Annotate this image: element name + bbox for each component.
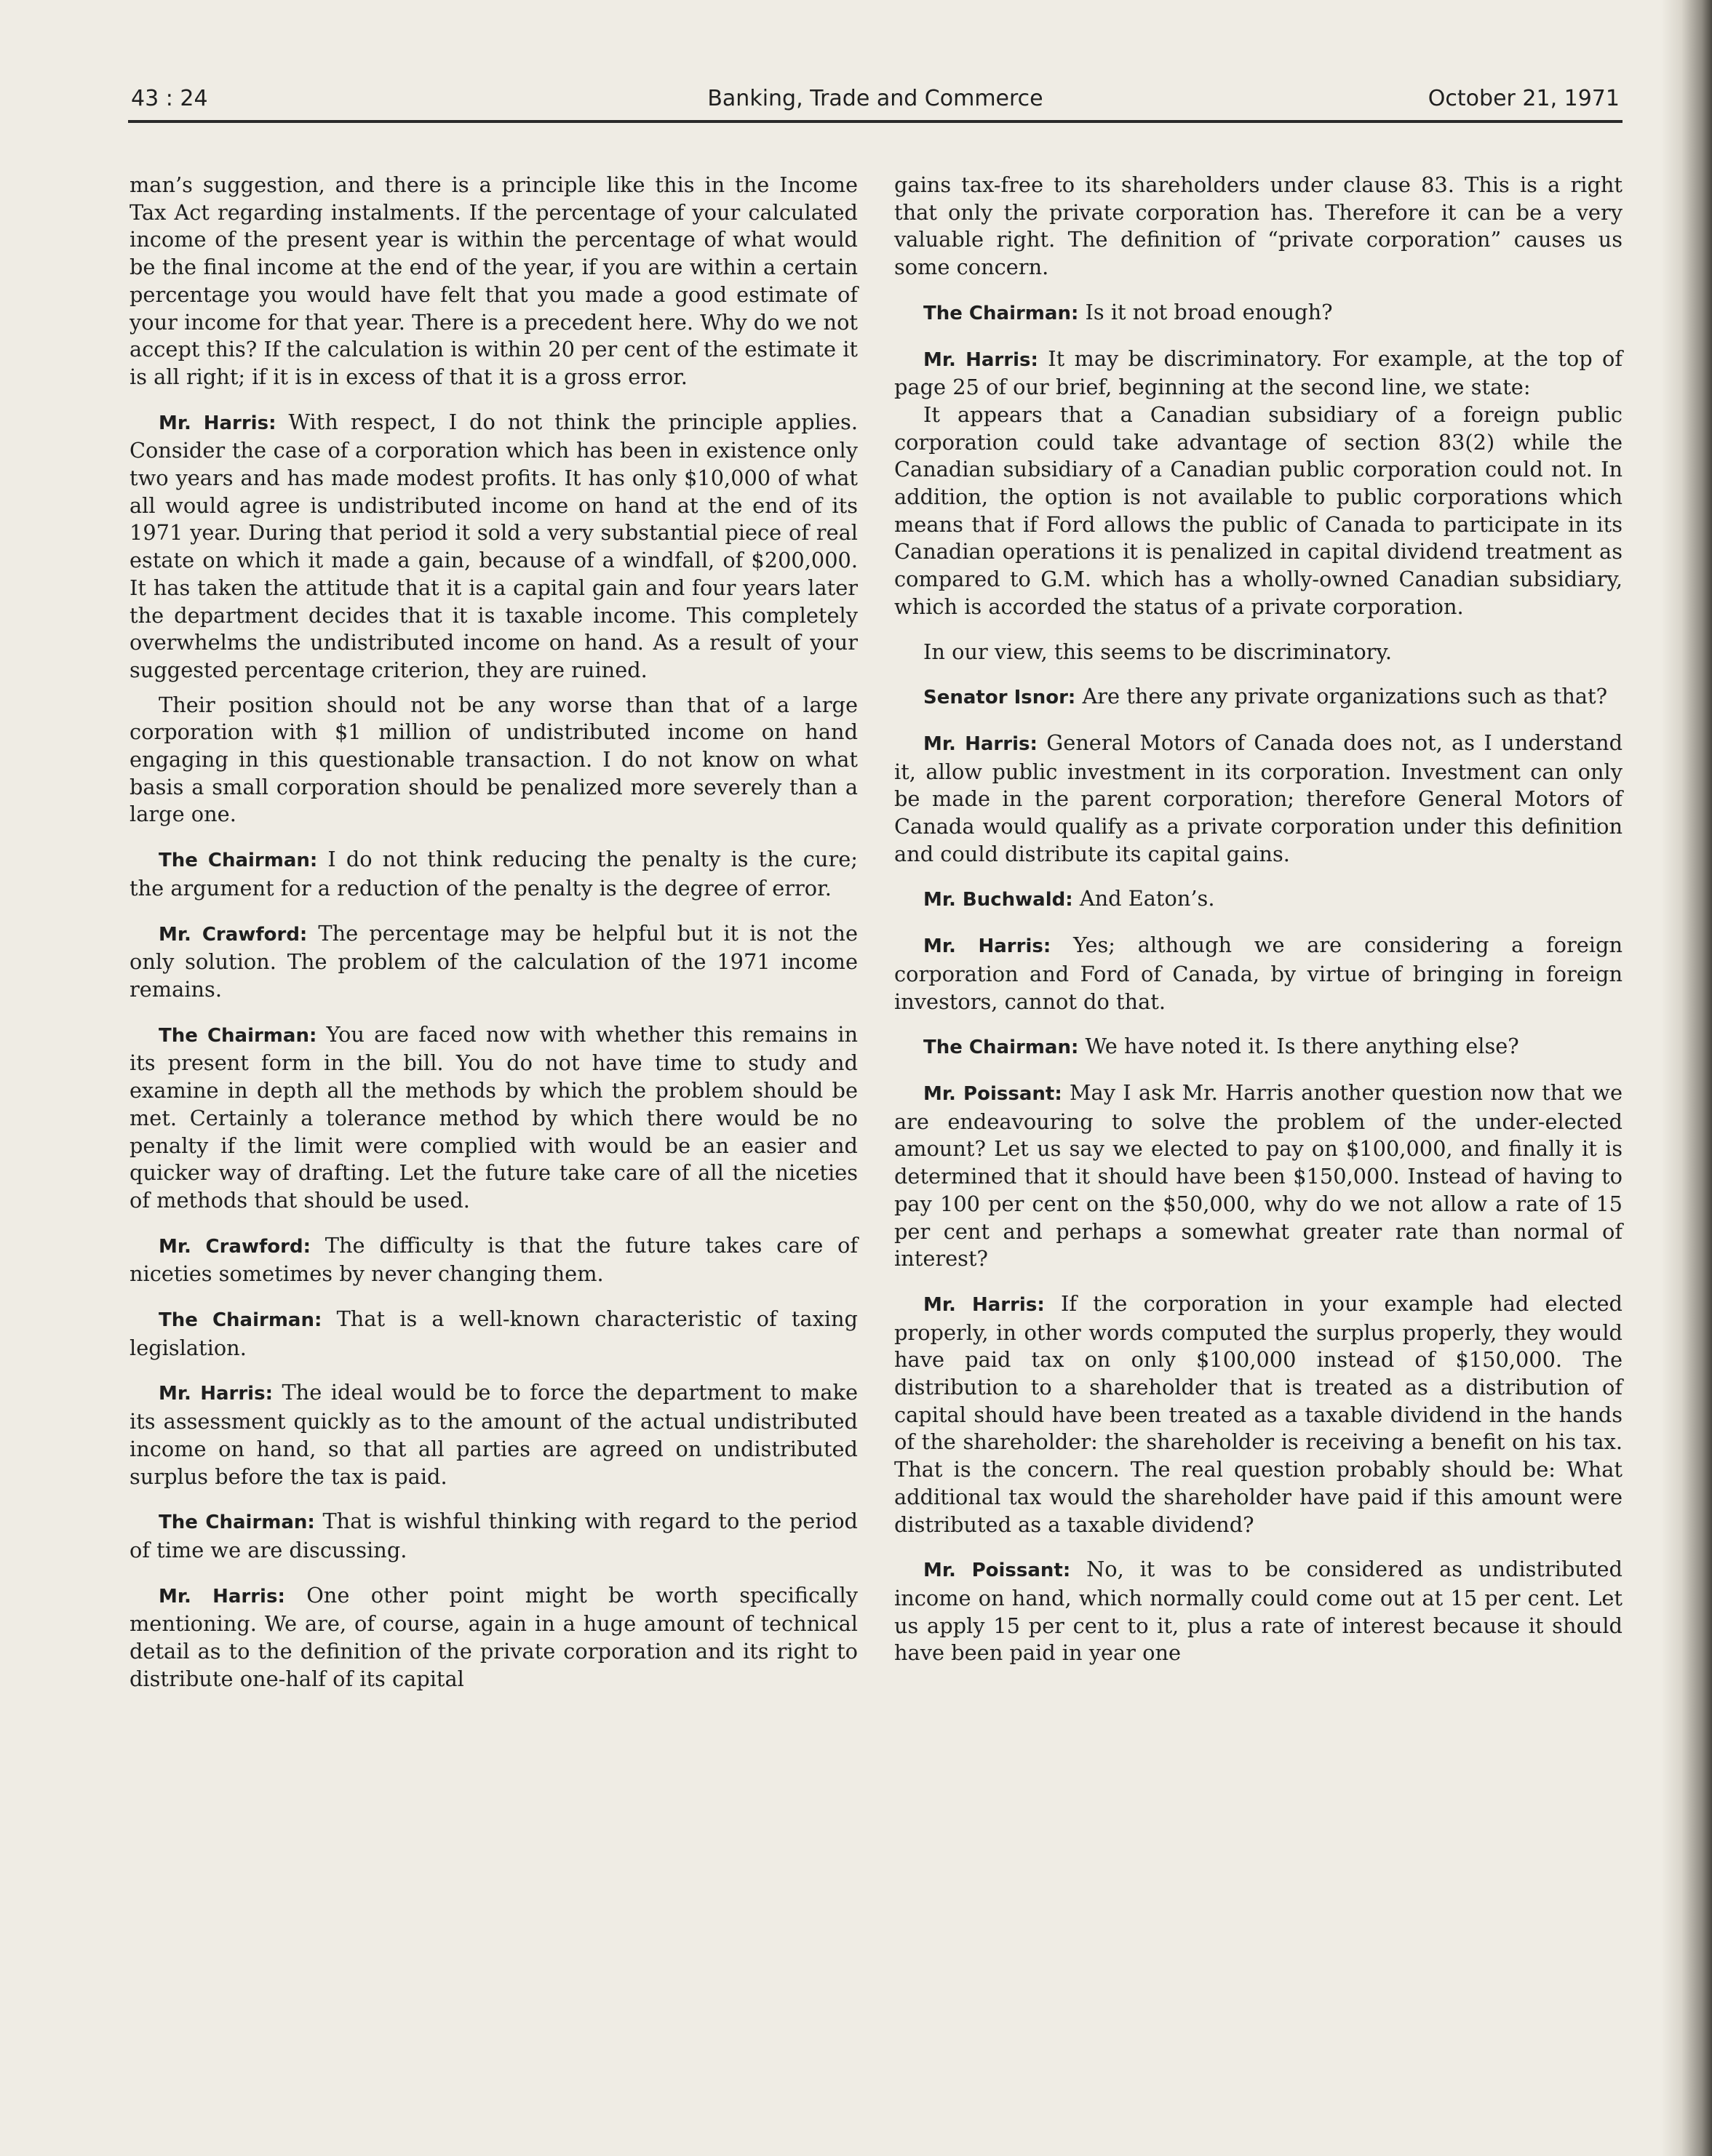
speaker-paragraph [130, 846, 858, 902]
speaker-paragraph [894, 299, 1623, 328]
speech-text: Are there any private organizations such as that? [1082, 684, 1608, 709]
speech-text: I do not think reducing the penalty is the cure; the argument for a reduction of the penalty is the degree of error. [130, 847, 858, 901]
left-column [130, 172, 858, 1693]
page-edge-shadow [1661, 0, 1712, 2156]
speech-text: The percentage may be helpful but it is not the only solution. The problem of the calculation of the 1971 income remains. [130, 920, 858, 1002]
speaker-name: Mr. Crawford: [159, 923, 308, 946]
speaker-paragraph [894, 730, 1623, 869]
speaker-paragraph [894, 1079, 1623, 1273]
speech-text: With respect, I do not think the principle applies. Consider the case of a corporation which has been in existence only two years and has made modest profits. It has only $10,000 of what all would agree is undistributed income on hand at the end of its 1971 year. During that period it sold a very substantial piece of real estate on which it made a gain, because of a windfall, of $200,000. It has taken the attitude that it is a capital gain and four years later the department decides that it is taxable income. This completely overwhelms the undistributed income on hand. As a result of your suggested percentage criterion, they are ruined. [130, 409, 858, 682]
speaker-paragraph [130, 1021, 858, 1215]
speaker-name: The Chairman: [159, 1024, 317, 1047]
speech-text: May I ask Mr. Harris another question now that we are endeavouring to solve the problem of the under-elected amount? Let us say we elected to pay on $100,000, and finally it is determined that it should have been $150,000. Instead of having to pay 100 per cent on the $50,000, why do we not allow a rate of 15 per cent and perhaps a somewhat greater rate than normal of interest? [894, 1079, 1623, 1271]
speaker-paragraph [894, 885, 1623, 914]
speaker-paragraph [894, 683, 1623, 712]
speaker-paragraph [130, 1508, 858, 1564]
speaker-name: Mr. Harris: [923, 348, 1038, 371]
speaker-paragraph [894, 1033, 1623, 1062]
right-column [894, 172, 1623, 1667]
speech-text: You are faced now with whether this remains in its present form in the bill. You do not have time to study and examine in depth all the methods by which the problem should be met. Certainly a tolerance method by which there would be no penalty if the limit were complied with would be an easier and quicker way of drafting. Let the future take care of all the niceties of methods that should be used. [130, 1021, 858, 1213]
speech-text: That is wishful thinking with regard to the period of time we are discussing. [130, 1509, 858, 1562]
speaker-name: Mr. Harris: [159, 412, 276, 434]
speech-text: The difficulty is that the future takes care of niceties sometimes by never changing them. [130, 1232, 859, 1287]
speaker-name: Mr. Poissant: [923, 1082, 1062, 1105]
speaker-paragraph [130, 920, 858, 1004]
speaker-paragraph [130, 1582, 858, 1693]
speaker-name: Mr. Crawford: [159, 1235, 311, 1258]
speech-text: That is a well-known characteristic of taxing legislation. [130, 1306, 858, 1360]
speaker-name: The Chairman: [159, 1512, 315, 1534]
speaker-name: Mr. Harris: [923, 732, 1038, 755]
speaker-name: The Chairman: [159, 1309, 322, 1332]
speech-text: It may be discriminatory. For example, at the top of page 25 of our brief, beginning at the second line, we state: [894, 346, 1623, 400]
speech-text: We have noted it. Is there anything else? [1085, 1034, 1519, 1059]
header-rule [128, 120, 1623, 123]
speaker-paragraph [130, 409, 858, 684]
speaker-name: Mr. Harris: [923, 1293, 1045, 1316]
page-number: 43 : 24 [131, 86, 208, 111]
speech-text: One other point might be worth specifically mentioning. We are, of course, again in a huge amount of technical detail as to the definition of the private corporation and its right to distribute one-half of its capital [130, 1582, 858, 1691]
speaker-name: Mr. Buchwald: [923, 889, 1073, 911]
speaker-name: Mr. Poissant: [923, 1560, 1071, 1582]
block-quote: It appears that a Canadian subsidiary of a foreign public corporation could take advantage of section 83(2) while the Canadian subsidiary of a Canadian public corporation could not. In addition, the option is not available to public corporations which means that if Ford allows the public of Canada to participate in its Canadian operations it is penalized in capital dividend treatment as compared to G.M. which has a wholly-owned Canadian subsidiary, which is accorded the status of a private corporation. [894, 402, 1623, 619]
speaker-paragraph [894, 1556, 1623, 1667]
speaker-paragraph [130, 1306, 858, 1362]
speaker-paragraph [130, 1232, 858, 1288]
journal-title: Banking, Trade and Commerce [707, 86, 1043, 111]
speaker-name: Mr. Harris: [159, 1585, 285, 1608]
speech-text: Yes; although we are considering a foreign corporation and Ford of Canada, by virtue of bringing in foreign investors, cannot do that. [894, 933, 1623, 1014]
speech-text: And Eaton’s. [1079, 886, 1215, 911]
paragraph: man’s suggestion, and there is a principle like this in the Income Tax Act regarding instalments. If the percentage of your calculated income of the present year is within the percentage of what would be the final income at the end of the year, if you are within a certain percentage you would have felt that you made a good estimate of your income for that year. There is a precedent here. Why do we not accept this? If the calculation is within 20 per cent of the estimate it is all right; if it is in excess of that it is a gross error. [130, 172, 858, 389]
speaker-name: The Chairman: [923, 1037, 1079, 1059]
paragraph: Their position should not be any worse than that of a large corporation with $1 million of undistributed income on hand engaging in this questionable transaction. I do not know on what basis a small corporation should be penalized more severely than a large one. [130, 692, 858, 827]
speaker-name: Mr. Harris: [159, 1383, 273, 1405]
issue-date: October 21, 1971 [1428, 86, 1620, 111]
speaker-name: Mr. Harris: [923, 935, 1051, 958]
speaker-name: The Chairman: [159, 850, 318, 872]
paragraph: In our view, this seems to be discriminatory. [923, 639, 1393, 664]
running-header [131, 86, 1620, 124]
speech-text: No, it was to be considered as undistributed income on hand, which normally could come out at 15 per cent. Let us apply 15 per cent to it, plus a rate of interest because it should have been paid in year one [894, 1557, 1623, 1666]
speaker-paragraph [894, 1290, 1623, 1538]
speaker-name: Senator Isnor: [923, 687, 1076, 709]
speaker-paragraph [894, 932, 1623, 1015]
speaker-paragraph [130, 1379, 858, 1490]
speech-text: The ideal would be to force the department to make its assessment quickly as to the amount of the actual undistributed income on hand, so that all parties are agreed on undistributed surplus before the tax is paid. [130, 1380, 859, 1489]
speech-text: General Motors of Canada does not, as I understand it, allow public investment in its corporation. Investment can only be made in the parent corporation; therefore General Motors of Canada would qualify as a private corporation under this definition and could distribute its capital gains. [894, 730, 1623, 866]
paragraph: gains tax-free to its shareholders under clause 83. This is a right that only the private corporation has. Therefore it can be a very valuable right. The definition of “private corporation” causes us some concern. [894, 172, 1623, 280]
speech-text: Is it not broad enough? [1085, 299, 1333, 324]
speaker-paragraph [894, 346, 1623, 402]
speech-text: If the corporation in your example had elected properly, in other words computed the surplus properly, they would have paid tax on only $100,000 instead of $150,000. The distribution to a shareholder that is treated as a distribution of capital should have been treated as a taxable dividend in the hands of the shareholder: the shareholder is receiving a benefit on his tax. That is the concern. The real question probably should be: What additional tax would the shareholder have paid if this amount were distributed as a taxable dividend? [894, 1290, 1623, 1537]
speaker-name: The Chairman: [923, 302, 1079, 324]
